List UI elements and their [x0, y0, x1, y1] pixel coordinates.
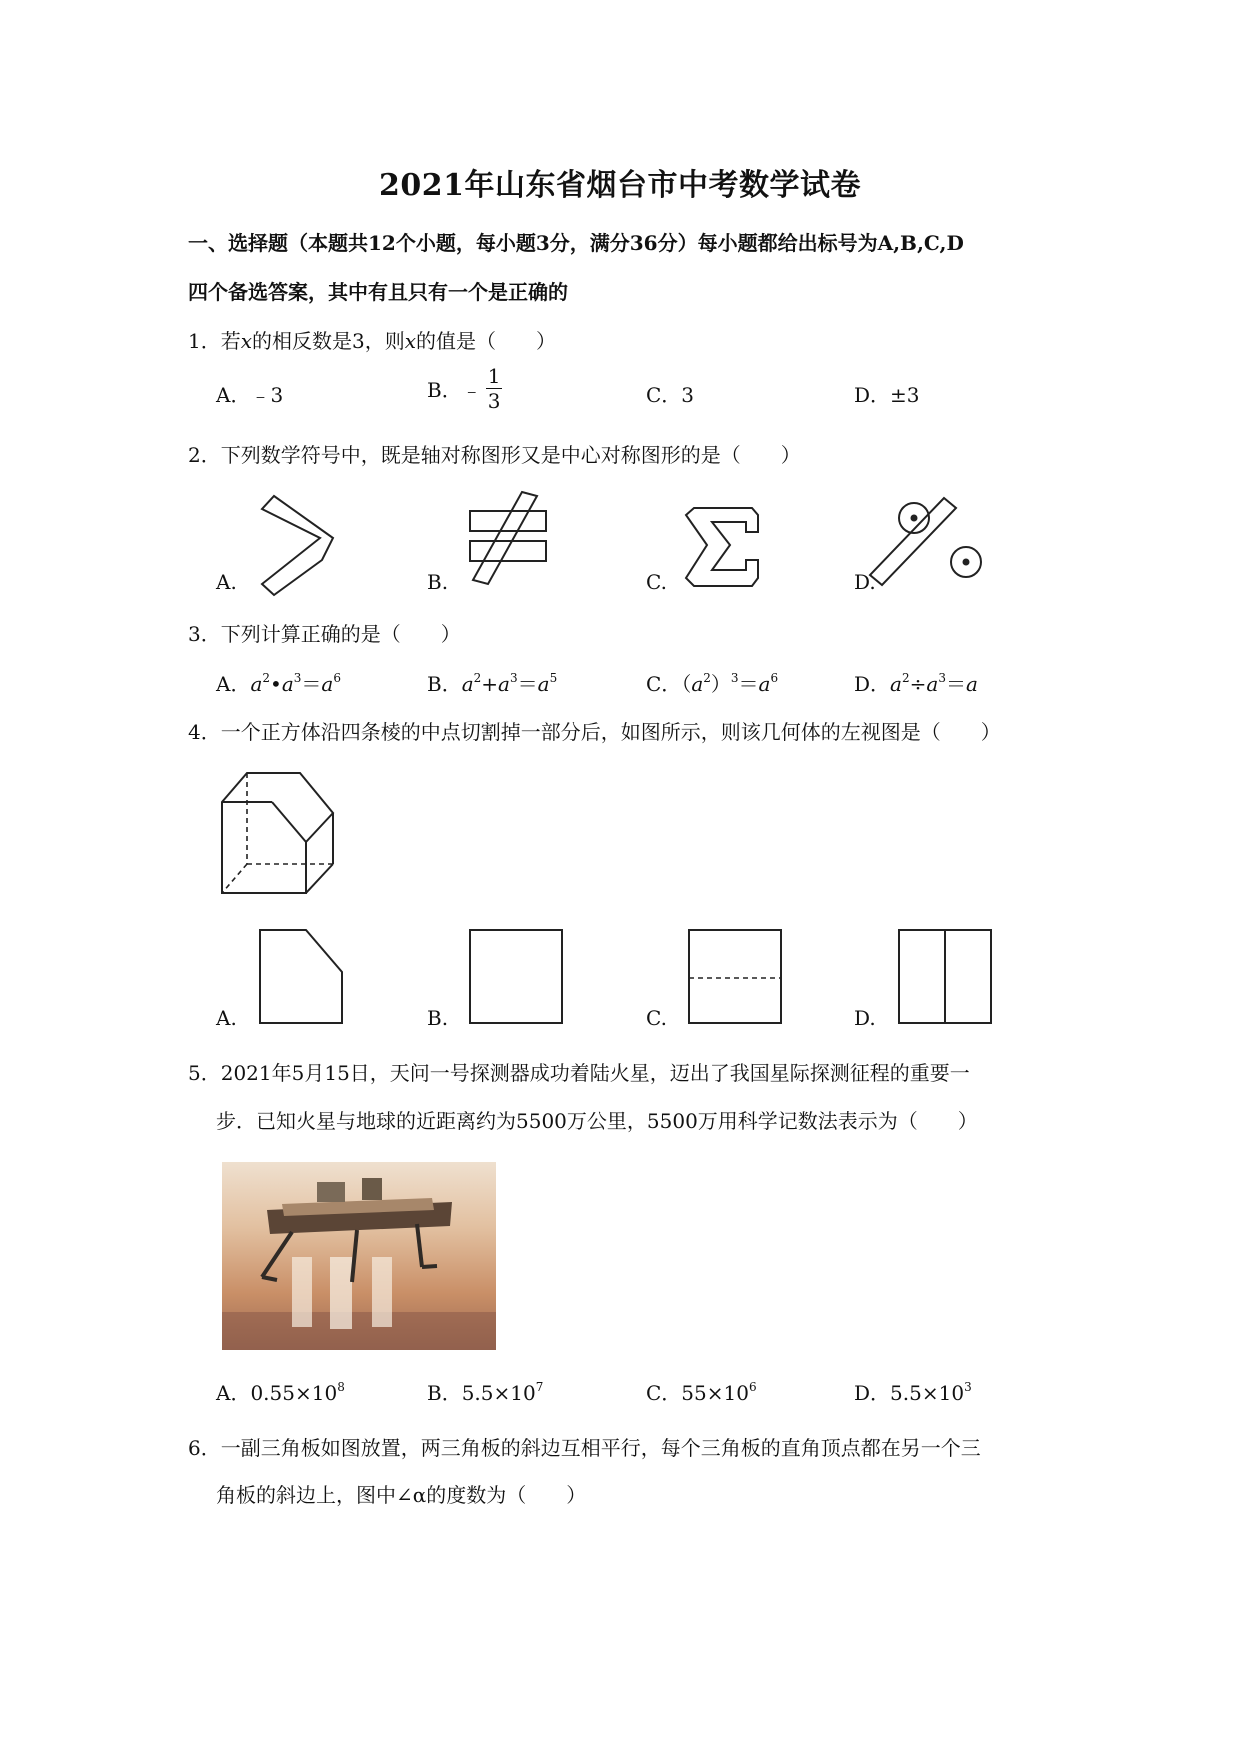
mars-lander-photo [222, 1162, 496, 1350]
q3-paren: （ [681, 672, 692, 696]
question-5-line2: 步．已知火星与地球的近距离约为5500万公里，5500万用科学记数法表示为（ ） [216, 1109, 978, 1133]
q1-text-b: 的相反数是3，则 [252, 329, 405, 353]
q3-operator: ＝ [301, 672, 322, 696]
page-title: 2021年山东省烟台市中考数学试卷 [379, 168, 861, 203]
q3-exponent: 2 [703, 671, 711, 685]
q5-option-c-base: C．55×10 [646, 1381, 749, 1405]
question-3: 3．下列计算正确的是（ ） [188, 622, 461, 646]
q1-option-c: C．3 [646, 383, 695, 407]
section-heading-line1: 一、选择题（本题共12个小题，每小题3分，满分36分）每小题都给出标号为A,B,C,D [188, 231, 964, 255]
q3-exponent: 3 [293, 671, 302, 685]
q3-exponent: 2 [901, 671, 910, 685]
q5-option-d-base: D．5.5×10 [854, 1381, 965, 1405]
q5-option-b-exponent: 7 [535, 1380, 544, 1394]
q4-option-c-label: C. [646, 1006, 667, 1030]
q5-option-b [427, 1377, 543, 1406]
q3-operator: • [270, 672, 282, 696]
question-2: 2．下列数学符号中，既是轴对称图形又是中心对称图形的是（ ） [188, 443, 801, 467]
q3-operator: ＝ [945, 672, 966, 696]
q5-option-a-base: A．0.55×10 [216, 1381, 338, 1405]
q3-option-label: B． [427, 672, 462, 696]
q5-option-c-exponent: 6 [748, 1380, 757, 1394]
question-4: 4．一个正方体沿四条棱的中点切割掉一部分后，如图所示，则该几何体的左视图是（ ） [188, 720, 1001, 744]
q2-option-d-label: D. [854, 570, 876, 594]
option-a-shape [260, 930, 342, 1023]
q5-option-b-base: B．5.5×10 [427, 1381, 536, 1405]
question-5-line1: 5．2021年5月15日，天问一号探测器成功着陆火星，迈出了我国星际探测征程的重要一 [188, 1061, 970, 1085]
q1-text-a: 1．若 [188, 329, 241, 353]
q3-exponent: 3 [509, 671, 518, 685]
q2-option-b-label: B. [427, 570, 449, 594]
q3-var: a [321, 672, 334, 696]
q3-exponent: 6 [333, 671, 341, 685]
q3-var: a [250, 672, 263, 696]
fraction-numerator: 1 [487, 364, 501, 388]
q3-option-label: C． [646, 672, 682, 696]
q3-exponent: 3 [938, 671, 946, 685]
q2-option-c-label: C. [646, 570, 667, 594]
q5-option-d-exponent: 3 [964, 1380, 972, 1394]
q3-var: a [461, 672, 474, 696]
section-heading-line2: 四个备选答案，其中有且只有一个是正确的 [188, 280, 568, 304]
q4-option-a-label: A. [216, 1006, 237, 1030]
fraction-denominator: 3 [487, 389, 501, 413]
q3-var: a [691, 672, 704, 696]
q3-option-label: A． [216, 672, 251, 696]
q5-option-a-exponent: 8 [337, 1380, 345, 1394]
q3-operator: ÷ [909, 672, 927, 696]
q5-option-a [216, 1377, 345, 1406]
q1-text-c: 的值是（ ） [416, 329, 557, 353]
q3-operator: ＝ [738, 672, 759, 696]
q3-exponent: 3 [730, 671, 739, 685]
lander-illustration [222, 1162, 496, 1350]
question-6-line1: 6．一副三角板如图放置，两三角板的斜边互相平行，每个三角板的直角顶点都在另一个三 [188, 1436, 981, 1460]
q3-var: a [926, 672, 939, 696]
q1-option-a: A．﹣3 [216, 383, 284, 407]
q1-var: x [404, 329, 417, 353]
q3-var: a [890, 672, 902, 696]
q3-option-label: D． [854, 672, 891, 696]
q3-var: a [758, 672, 771, 696]
q3-operator: ＝ [517, 672, 538, 696]
q3-var: a [965, 672, 978, 696]
q3-paren: ） [710, 672, 731, 696]
q1-var: x [240, 329, 253, 353]
q2-option-a-label: A. [216, 570, 237, 594]
q1-option-d: D．±3 [854, 383, 920, 407]
q3-var: a [498, 672, 510, 696]
q1-option-b-label: B．﹣ [427, 378, 482, 402]
option-b-shape [470, 930, 562, 1023]
q3-exponent: 2 [262, 671, 271, 685]
q5-option-d [854, 1377, 972, 1406]
question-6-line2: 角板的斜边上，图中∠α的度数为（ ） [216, 1483, 587, 1507]
q3-exponent: 2 [473, 671, 482, 685]
option-c-shape [689, 930, 781, 1023]
q5-option-c [646, 1377, 757, 1406]
q4-option-d-label: D. [854, 1006, 876, 1030]
q3-var: a [537, 672, 550, 696]
q3-operator: + [481, 672, 499, 696]
q3-var: a [281, 672, 294, 696]
q3-exponent: 6 [770, 671, 779, 685]
q4-option-b-label: B. [427, 1006, 449, 1030]
q3-exponent: 5 [549, 671, 558, 685]
